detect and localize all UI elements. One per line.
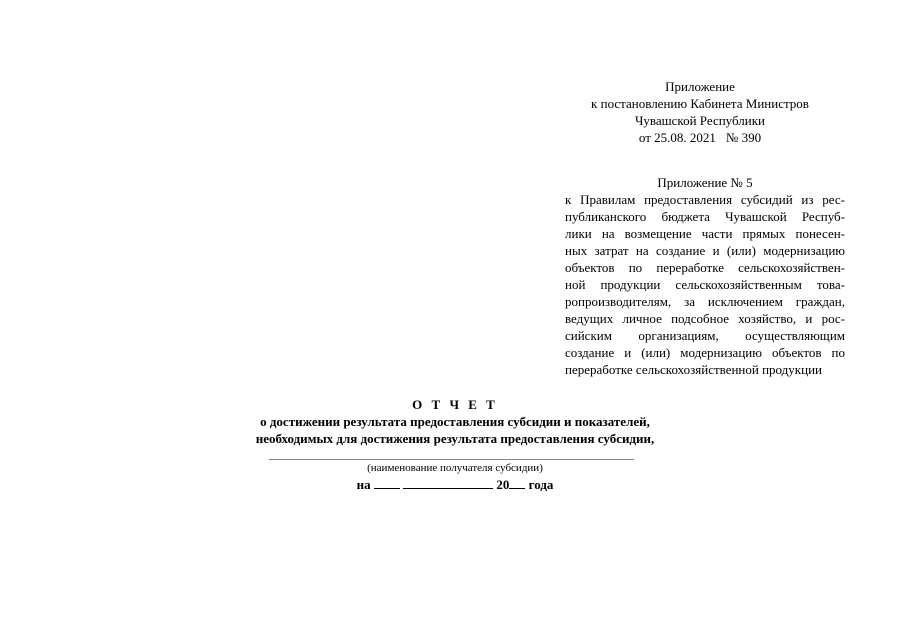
year-blank	[509, 476, 525, 489]
day-blank	[374, 476, 400, 489]
recipient-name-blank	[269, 459, 634, 460]
month-blank	[403, 476, 493, 489]
rules-text-line: сийским организациям, осуществляющим	[565, 328, 845, 343]
recipient-caption: (наименование получателя субсидии)	[367, 462, 543, 474]
rules-text-line: лики на возмещение части прямых понесен-	[565, 226, 845, 241]
rules-text-line: ведущих личное подсобное хозяйство, и рос-	[565, 311, 845, 326]
report-heading	[195, 396, 715, 447]
rules-text-line: публиканского бюджета Чувашской Респуб-	[565, 209, 845, 224]
rules-text-line: ных затрат на создание и (или) модернизацию	[565, 243, 845, 258]
resolution-reference: к постановлению Кабинета Министров	[591, 96, 809, 111]
resolution-date: от 25.08. 2021	[638, 130, 716, 145]
rules-text-line: ной продукции сельскохозяйственным това-	[565, 277, 845, 292]
appendix-five-body	[565, 191, 845, 378]
appendix-five-block	[565, 174, 845, 378]
report-subtitle-line: о достижении результата предоставления субсидии и показателей,	[260, 414, 650, 429]
report-period-line	[195, 476, 715, 493]
year-prefix: 20	[496, 477, 510, 492]
rules-text-line: к Правилам предоставления субсидий из рес-	[565, 192, 845, 207]
period-prefix: на	[356, 477, 371, 492]
appendix-header	[560, 78, 840, 146]
rules-text-line: создание и (или) модернизацию объектов по	[565, 345, 845, 360]
rules-text-line: объектов по переработке сельскохозяйствен-	[565, 260, 845, 275]
rules-text-line: ропроизводителям, за исключением граждан,	[565, 294, 845, 309]
report-title: О Т Ч Е Т	[412, 397, 498, 412]
resolution-number: № 390	[725, 130, 762, 145]
republic-name: Чувашской Республики	[634, 113, 766, 128]
resolution-date-line	[560, 129, 840, 146]
appendix-label: Приложение	[665, 79, 735, 94]
report-subtitle-line: необходимых для достижения результата предоставления субсидии,	[255, 431, 655, 446]
rules-text-line: переработке сельскохозяйственной продукции	[565, 362, 822, 377]
period-suffix: года	[528, 477, 554, 492]
appendix-five-heading: Приложение № 5	[657, 175, 753, 190]
